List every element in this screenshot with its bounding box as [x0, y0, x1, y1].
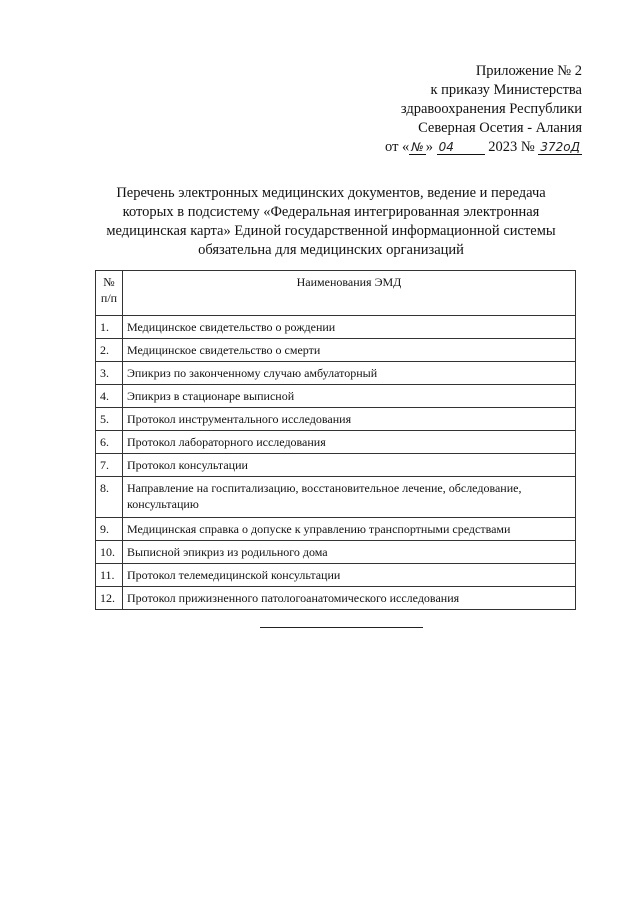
table-row	[96, 454, 576, 477]
row-num: 12.	[96, 587, 123, 610]
row-num: 2.	[96, 339, 123, 362]
row-name: Протокол лабораторного исследования	[123, 431, 576, 454]
title-line-1: Перечень электронных медицинских документов, ведение и передача	[116, 185, 546, 201]
title-line-4: обязательна для медицинских организаций	[198, 242, 464, 258]
appendix-header	[332, 62, 582, 157]
row-name: Медицинская справка о допуске к управлению транспортными средствами	[123, 518, 576, 541]
row-num: 10.	[96, 541, 123, 564]
table-row	[96, 339, 576, 362]
table-row	[96, 587, 576, 610]
header-num-pp: п/п	[100, 291, 118, 305]
row-num: 5.	[96, 408, 123, 431]
row-num: 11.	[96, 564, 123, 587]
emd-table	[95, 270, 576, 610]
row-name: Протокол консультации	[123, 454, 576, 477]
date-prefix: от «	[385, 139, 410, 155]
row-num: 8.	[96, 477, 123, 518]
table-header-row	[96, 271, 576, 316]
row-num: 6.	[96, 431, 123, 454]
row-name: Протокол инструментального исследования	[123, 408, 576, 431]
appendix-ministry-line: здравоохранения Республики	[400, 101, 582, 117]
row-name: Эпикриз в стационаре выписной	[123, 385, 576, 408]
handwritten-order-number: 372оД	[540, 140, 580, 154]
closing-divider	[260, 627, 423, 628]
appendix-order-line: к приказу Министерства	[430, 82, 582, 98]
row-name: Выписной эпикриз из родильного дома	[123, 541, 576, 564]
date-quote-close: »	[425, 139, 434, 155]
header-name: Наименования ЭМД	[123, 271, 576, 316]
table-row	[96, 408, 576, 431]
header-num	[96, 271, 123, 316]
table-row	[96, 477, 576, 518]
appendix-republic-line: Северная Осетия - Алания	[418, 120, 582, 136]
row-name: Медицинское свидетельство о смерти	[123, 339, 576, 362]
row-name: Протокол прижизненного патологоанатомического исследования	[123, 587, 576, 610]
row-num: 4.	[96, 385, 123, 408]
table-row	[96, 362, 576, 385]
header-num-sign: №	[103, 275, 115, 289]
date-year: 2023 №	[488, 139, 535, 155]
handwritten-day: №	[411, 140, 424, 154]
title-line-2: которых в подсистему «Федеральная интегрированная электронная	[122, 204, 540, 220]
title-line-3: медицинская карта» Единой государственной информационной системы	[106, 223, 556, 239]
handwritten-month: 04	[437, 140, 485, 155]
table-row	[96, 431, 576, 454]
table-row	[96, 564, 576, 587]
row-num: 1.	[96, 316, 123, 339]
appendix-number: Приложение № 2	[475, 63, 582, 79]
row-num: 3.	[96, 362, 123, 385]
document-title	[96, 184, 566, 260]
row-name: Протокол телемедицинской консультации	[123, 564, 576, 587]
table-row	[96, 541, 576, 564]
row-num: 7.	[96, 454, 123, 477]
table-row	[96, 385, 576, 408]
row-name: Медицинское свидетельство о рождении	[123, 316, 576, 339]
row-num: 9.	[96, 518, 123, 541]
table-row	[96, 316, 576, 339]
table-row	[96, 518, 576, 541]
row-name: Направление на госпитализацию, восстановительное лечение, обследование, консультацию	[123, 477, 576, 518]
row-name: Эпикриз по законченному случаю амбулаторный	[123, 362, 576, 385]
appendix-date-line	[332, 138, 582, 157]
